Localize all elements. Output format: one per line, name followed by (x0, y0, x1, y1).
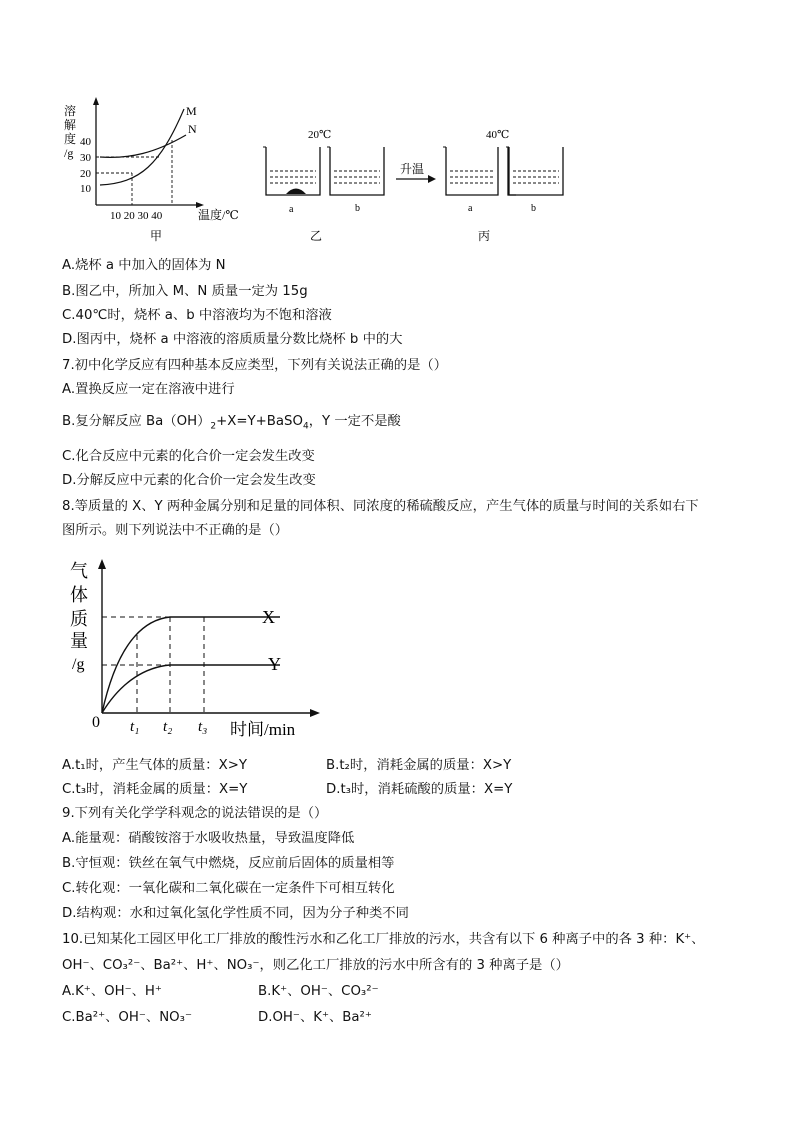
svg-text:质: 质 (70, 609, 88, 629)
caption-bing: 丙 (478, 229, 491, 243)
svg-text:解: 解 (64, 118, 77, 132)
beaker-b-20 (327, 147, 384, 195)
q9-option-a: A.能量观：硝酸铵溶于水吸收热量，导致温度降低 (62, 831, 355, 846)
y-axis-label: 溶 (64, 104, 77, 118)
q7-option-a: A.置换反应一定在溶液中进行 (62, 382, 235, 397)
q6-option-a: A.烧杯 a 中加入的固体为 N (62, 258, 226, 273)
y-tick: 10 (80, 183, 91, 195)
temp-20: 20℃ (308, 129, 332, 141)
q9-stem: 9.下列有关化学学科观念的说法错误的是（） (62, 806, 328, 821)
q10-option-a: A.K⁺、OH⁻、H⁺ (62, 984, 162, 999)
curve-y (102, 665, 280, 713)
q7-option-b: B.复分解反应 $Ba(OH)_2+X=Y+BaSO_4$，Y 一定不是酸 (62, 414, 401, 432)
temp-40: 40℃ (486, 129, 510, 141)
beaker-a-40 (443, 147, 498, 195)
q10-option-d: D.OH⁻、K⁺、Ba²⁺ (258, 1010, 372, 1025)
t3-label: t₃ (198, 719, 208, 735)
q8-stem-line1: 8.等质量的 X、Y 两种金属分别和足量的同体积、同浓度的稀硫酸反应，产生气体的质量与时间的关系如右下 (62, 499, 699, 514)
q10-option-c: C.Ba²⁺、OH⁻、NO₃⁻ (62, 1010, 192, 1025)
q10-option-b: B.K⁺、OH⁻、CO₃²⁻ (258, 984, 379, 999)
t1-label: t₁ (130, 719, 140, 735)
x-ticks: 10 20 30 40 (110, 210, 163, 222)
series-y-label: Y (268, 654, 281, 674)
q7-option-d: D.分解反应中元素的化合价一定会发生改变 (62, 473, 316, 488)
t2-label: t₂ (163, 719, 173, 735)
q10-stem-line2: OH⁻、CO₃²⁻、Ba²⁺、H⁺、NO₃⁻，则乙化工厂排放的污水中所含有的 3 种离子是（） (62, 958, 569, 973)
curve-n (100, 135, 186, 157)
q9-option-d: D.结构观：水和过氧化氢化学性质不同，因为分子种类不同 (62, 906, 409, 921)
solubility-figure (60, 95, 520, 245)
q8-option-c: C.t₃时，消耗金属的质量：X=Y (62, 782, 248, 797)
svg-text:度: 度 (64, 132, 77, 146)
svg-text:a: a (468, 203, 473, 214)
y-axis-label: 气 (70, 561, 88, 581)
q10-stem-line1: 10.已知某化工园区甲化工厂排放的酸性污水和乙化工厂排放的污水，共含有以下 6 种离子中的各 3 种：K⁺、 (62, 932, 705, 947)
y-tick: 30 (80, 152, 91, 164)
y-tick: 20 (80, 168, 91, 180)
q8-stem-line2: 图所示。则下列说法中不正确的是（） (62, 523, 289, 538)
beaker-a-20 (263, 147, 320, 195)
svg-text:b: b (355, 203, 360, 214)
beaker-b-40-full (505, 95, 565, 225)
q6-option-b: B.图乙中，所加入 M、N 质量一定为 15g (62, 284, 308, 299)
q6-option-d: D.图丙中，烧杯 a 中溶液的溶质质量分数比烧杯 b 中的大 (62, 332, 403, 347)
q8-option-d: D.t₃时，消耗硫酸的质量：X=Y (326, 782, 513, 797)
curve-m-label: M (186, 104, 197, 118)
q6-option-c: C.40℃时，烧杯 a、b 中溶液均为不饱和溶液 (62, 308, 332, 323)
svg-text:体: 体 (70, 585, 88, 605)
gas-mass-chart (62, 555, 332, 745)
caption-jia: 甲 (150, 229, 163, 243)
series-x-label: X (262, 607, 275, 627)
q9-option-b: B.守恒观：铁丝在氧气中燃烧，反应前后固体的质量相等 (62, 856, 395, 871)
q9-option-c: C.转化观：一氧化碳和二氧化碳在一定条件下可相互转化 (62, 881, 395, 896)
heat-label: 升温 (400, 162, 425, 176)
svg-text:b: b (531, 203, 536, 214)
q7-stem: 7.初中化学反应有四种基本反应类型，下列有关说法正确的是（） (62, 358, 447, 373)
svg-text:/g: /g (72, 656, 85, 673)
svg-text:/g: /g (64, 146, 74, 160)
caption-yi: 乙 (310, 229, 323, 243)
x-axis-label: 温度/℃ (198, 208, 239, 222)
q8-option-b: B.t₂时，消耗金属的质量：X>Y (326, 758, 512, 773)
x-axis-label: 时间/min (230, 720, 296, 739)
curve-m (100, 109, 184, 185)
svg-text:量: 量 (70, 631, 88, 651)
curve-n-label: N (188, 122, 197, 136)
y-tick: 40 (80, 136, 91, 148)
q8-option-a: A.t₁时，产生气体的质量：X>Y (62, 758, 247, 773)
origin-label: 0 (92, 714, 100, 731)
svg-text:a: a (289, 204, 294, 215)
q7-option-c: C.化合反应中元素的化合价一定会发生改变 (62, 449, 315, 464)
